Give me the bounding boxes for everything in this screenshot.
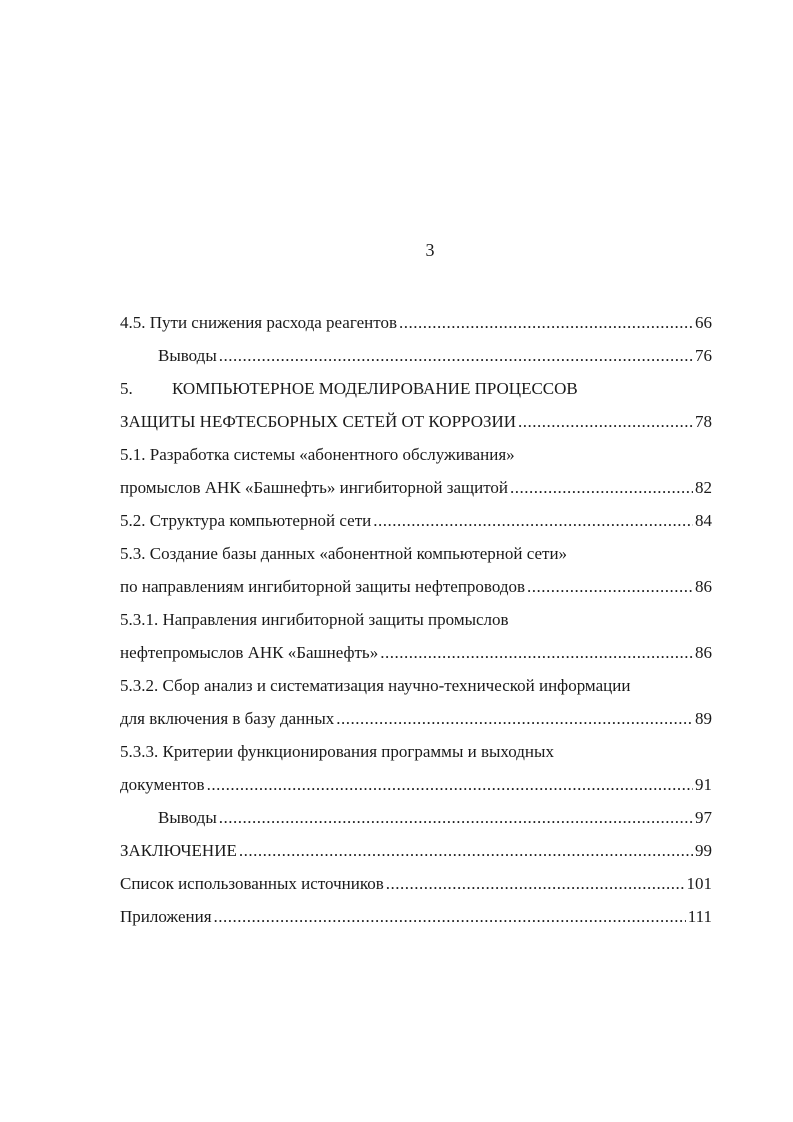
toc-entry (120, 537, 712, 570)
toc-entry-page: 78 (695, 412, 712, 431)
toc-entry (120, 603, 712, 636)
toc-entry-title: 5.3.1. Направления ингибиторной защиты промыслов (120, 610, 509, 629)
toc-entry (120, 570, 712, 603)
toc-entry-title: Приложения (120, 907, 212, 926)
toc-entry-page: 91 (695, 775, 712, 794)
toc-entry-title: 5.3. Создание базы данных «абонентной компьютерной сети» (120, 544, 568, 563)
toc-entry-title: документов (120, 775, 205, 794)
toc-entry-page: 97 (695, 808, 712, 827)
toc-entry-number: 5. (120, 379, 133, 398)
toc-entry-page: 66 (695, 313, 712, 332)
toc-entry (120, 900, 712, 933)
toc-entry-page: 99 (695, 841, 712, 860)
toc-entry-page: 76 (695, 346, 712, 365)
toc-entry (120, 339, 712, 372)
page-number: 3 (425, 240, 435, 260)
toc-entry-title: Список использованных источников (120, 874, 384, 893)
toc-entry (120, 801, 712, 834)
dot-leader (510, 471, 693, 504)
toc-entry-page: 86 (695, 643, 712, 662)
dot-leader (380, 636, 693, 669)
toc-entry (120, 471, 712, 504)
dot-leader (207, 768, 693, 801)
toc-entry (120, 834, 712, 867)
dot-leader (219, 339, 693, 372)
toc-entry (120, 702, 712, 735)
toc-entry-title: 5.2. Структура компьютерной сети (120, 511, 372, 530)
toc-entry (120, 438, 712, 471)
toc-entry (120, 669, 712, 702)
toc-entry (120, 735, 712, 768)
toc-entry (120, 768, 712, 801)
toc-entry-title: Выводы (158, 808, 217, 827)
toc-entry-title: по направлениям ингибиторной защиты нефтепроводов (120, 577, 526, 596)
toc-entry-title: Выводы (158, 346, 217, 365)
toc-entry-title: ЗАЩИТЫ НЕФТЕСБОРНЫХ СЕТЕЙ ОТ КОРРОЗИИ (120, 412, 517, 431)
toc-entry-title: 5.3.3. Критерии функционирования программы и выходных (120, 742, 554, 761)
toc-entry-title: 4.5. Пути снижения расхода реагентов (120, 313, 397, 332)
toc-entry (120, 306, 712, 339)
toc-entry (120, 636, 712, 669)
toc-entry-title: нефтепромыслов АНК «Башнефть» (120, 643, 379, 662)
toc-entry-title: КОМПЬЮТЕРНОЕ МОДЕЛИРОВАНИЕ ПРОЦЕССОВ (172, 379, 578, 398)
toc-entry (120, 372, 712, 405)
toc-entry (120, 405, 712, 438)
table-of-contents (120, 306, 712, 933)
toc-entry-title: ЗАКЛЮЧЕНИЕ (120, 841, 237, 860)
toc-entry-page: 82 (695, 478, 712, 497)
toc-entry (120, 504, 712, 537)
dot-leader (373, 504, 693, 537)
toc-entry-page: 89 (695, 709, 712, 728)
toc-entry-title: для включения в базу данных (120, 709, 335, 728)
dot-leader (518, 405, 693, 438)
toc-entry-page: 84 (695, 511, 712, 530)
dot-leader (214, 900, 686, 933)
dot-leader (399, 306, 693, 339)
dot-leader (219, 801, 693, 834)
toc-entry-title: 5.3.2. Сбор анализ и систематизация научно-технической информации (120, 676, 631, 695)
toc-entry-page: 111 (687, 907, 712, 926)
dot-leader (239, 834, 693, 867)
toc-entry-page: 101 (686, 874, 712, 893)
dot-leader (336, 702, 693, 735)
dot-leader (386, 867, 685, 900)
toc-entry (120, 867, 712, 900)
toc-entry-page: 86 (695, 577, 712, 596)
toc-entry-title: 5.1. Разработка системы «абонентного обслуживания» (120, 445, 515, 464)
dot-leader (527, 570, 693, 603)
toc-entry-title: промыслов АНК «Башнефть» ингибиторной защитой (120, 478, 509, 497)
